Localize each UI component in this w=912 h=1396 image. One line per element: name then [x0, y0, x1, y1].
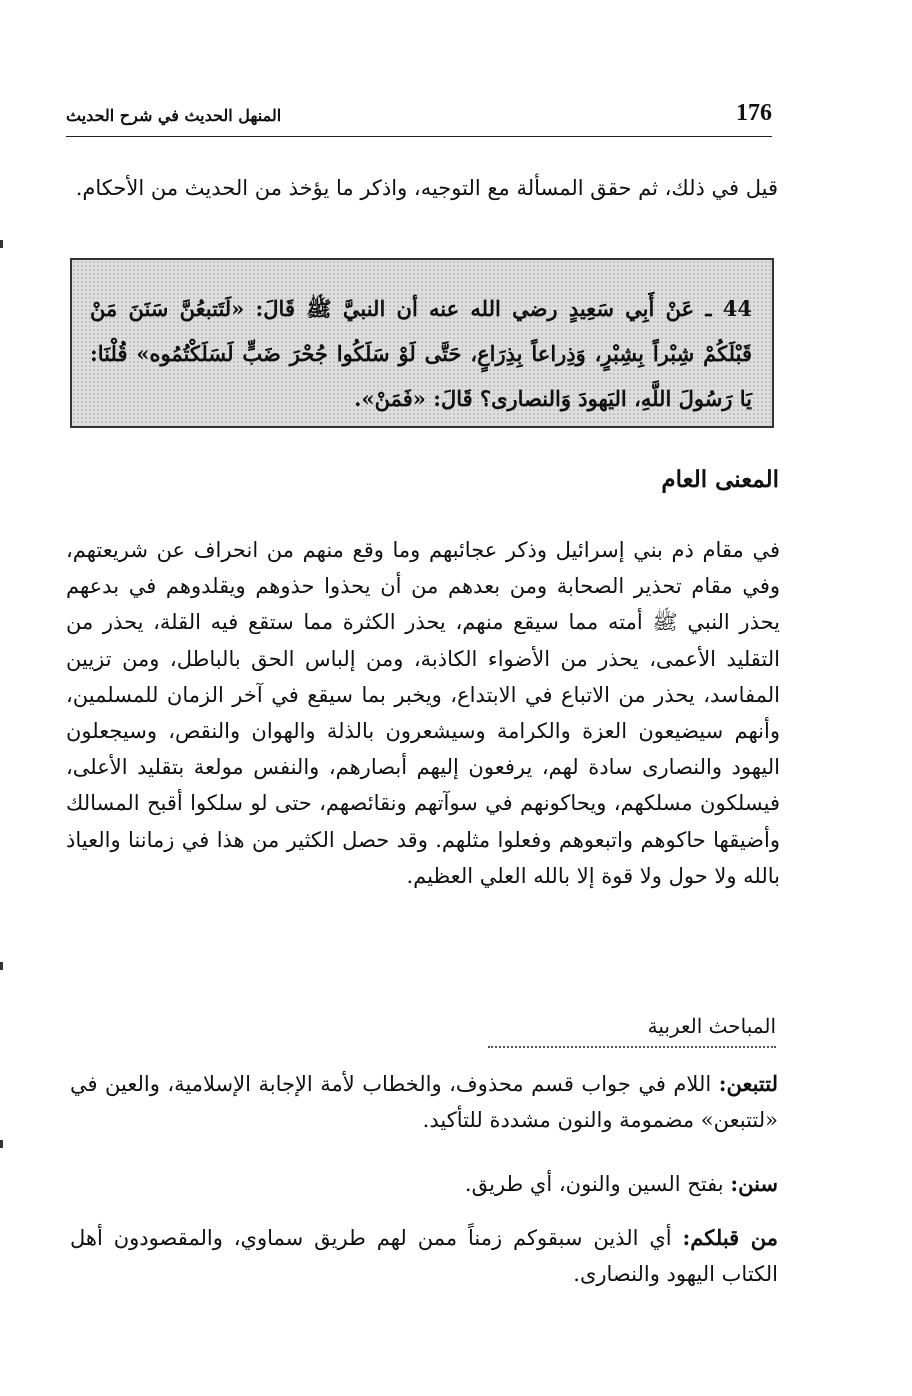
definition-term: من قبلكم:: [682, 1225, 778, 1250]
intro-paragraph: قيل في ذلك، ثم حقق المسألة مع التوجيه، واذكر ما يؤخذ من الحديث من الأحكام.: [75, 176, 778, 200]
section-heading-general-meaning: المعنى العام: [661, 466, 779, 493]
page-number: 176: [736, 100, 772, 126]
definition-item: [70, 1166, 778, 1202]
running-title: المنهل الحديث في شرح الحديث: [66, 106, 282, 125]
hadith-text: 44 ـ عَنْ أَبِي سَعِيدٍ رضي الله عنه أن النبيَّ ﷺ قَالَ: «لَتَتبعُنَّ سَنَنَ مَنْ قَبْلَكُمْ شِبْراً بِشِبْرٍ، وَذِراعاً بِذِرَاعٍ، حَتَّى لَوْ سَلَكُوا جُحْرَ ضَبٍّ لَسَلَكْتُمُوه» قُلْنَا: يَا رَسُولَ اللَّهِ، اليَهودَ وَالنصارى؟ قَالَ: «فَمَنْ».: [90, 296, 752, 411]
definition-term: لتتبعن:: [718, 1071, 778, 1096]
definition-text: بفتح السين والنون، أي طريق.: [464, 1172, 731, 1196]
definition-term: سنن:: [730, 1171, 778, 1196]
scan-margin-mark: [0, 1140, 3, 1148]
definition-text: اللام في جواب قسم محذوف، والخطاب لأمة الإجابة الإسلامية، والعين في «لتتبعن» مضمومة والنون مشددة للتأكيد.: [70, 1072, 778, 1132]
section-heading-arabic-topics: المباحث العربية: [647, 1014, 776, 1038]
scan-margin-mark: [0, 962, 3, 970]
dotted-divider: [488, 1046, 776, 1048]
scan-margin-mark: [0, 240, 3, 248]
definition-item: [70, 1220, 778, 1292]
general-meaning-paragraph: في مقام ذم بني إسرائيل وذكر عجائبهم وما وقع منهم من انحراف عن شريعتهم، وفي مقام تحذير الصحابة ومن بعدهم من أن يحذوا حذوهم ويقلدوهم في بدعهم يحذر النبي ﷺ أمته مما سيقع منهم، يحذر الكثرة مما ستقع فيه القلة، يحذر من التقليد الأعمى، يحذر من الأضواء الكاذبة، ومن إلباس الحق بالباطل، ومن تزيين المفاسد، يحذر من الاتباع في الابتداع، ويخبر بما سيقع في آخر الزمان للمسلمين، وأنهم سيضيعون العزة والكرامة وسيشعرون بالذلة والهوان والنقص، وسيجعلون اليهود والنصارى سادة لهم، يرفعون إليهم أبصارهم، والنفس مولعة بتقليد الأعلى، فيسلكون مسلكهم، ويحاكونهم في سوآتهم ونقائصهم، حتى لو سلكوا أقبح المسالك وأضيقها حاكوهم واتبعوهم وفعلوا مثلهم. وقد حصل الكثير من هذا في زماننا والعياذ بالله ولا حول ولا قوة إلا بالله العلي العظيم.: [66, 538, 780, 888]
definition-item: [70, 1066, 778, 1138]
definition-text: أي الذين سبقوكم زمناً ممن لهم طريق سماوي، والمقصودون أهل الكتاب اليهود والنصارى.: [70, 1226, 778, 1286]
page-header: [66, 96, 772, 137]
hadith-box: [70, 258, 774, 428]
